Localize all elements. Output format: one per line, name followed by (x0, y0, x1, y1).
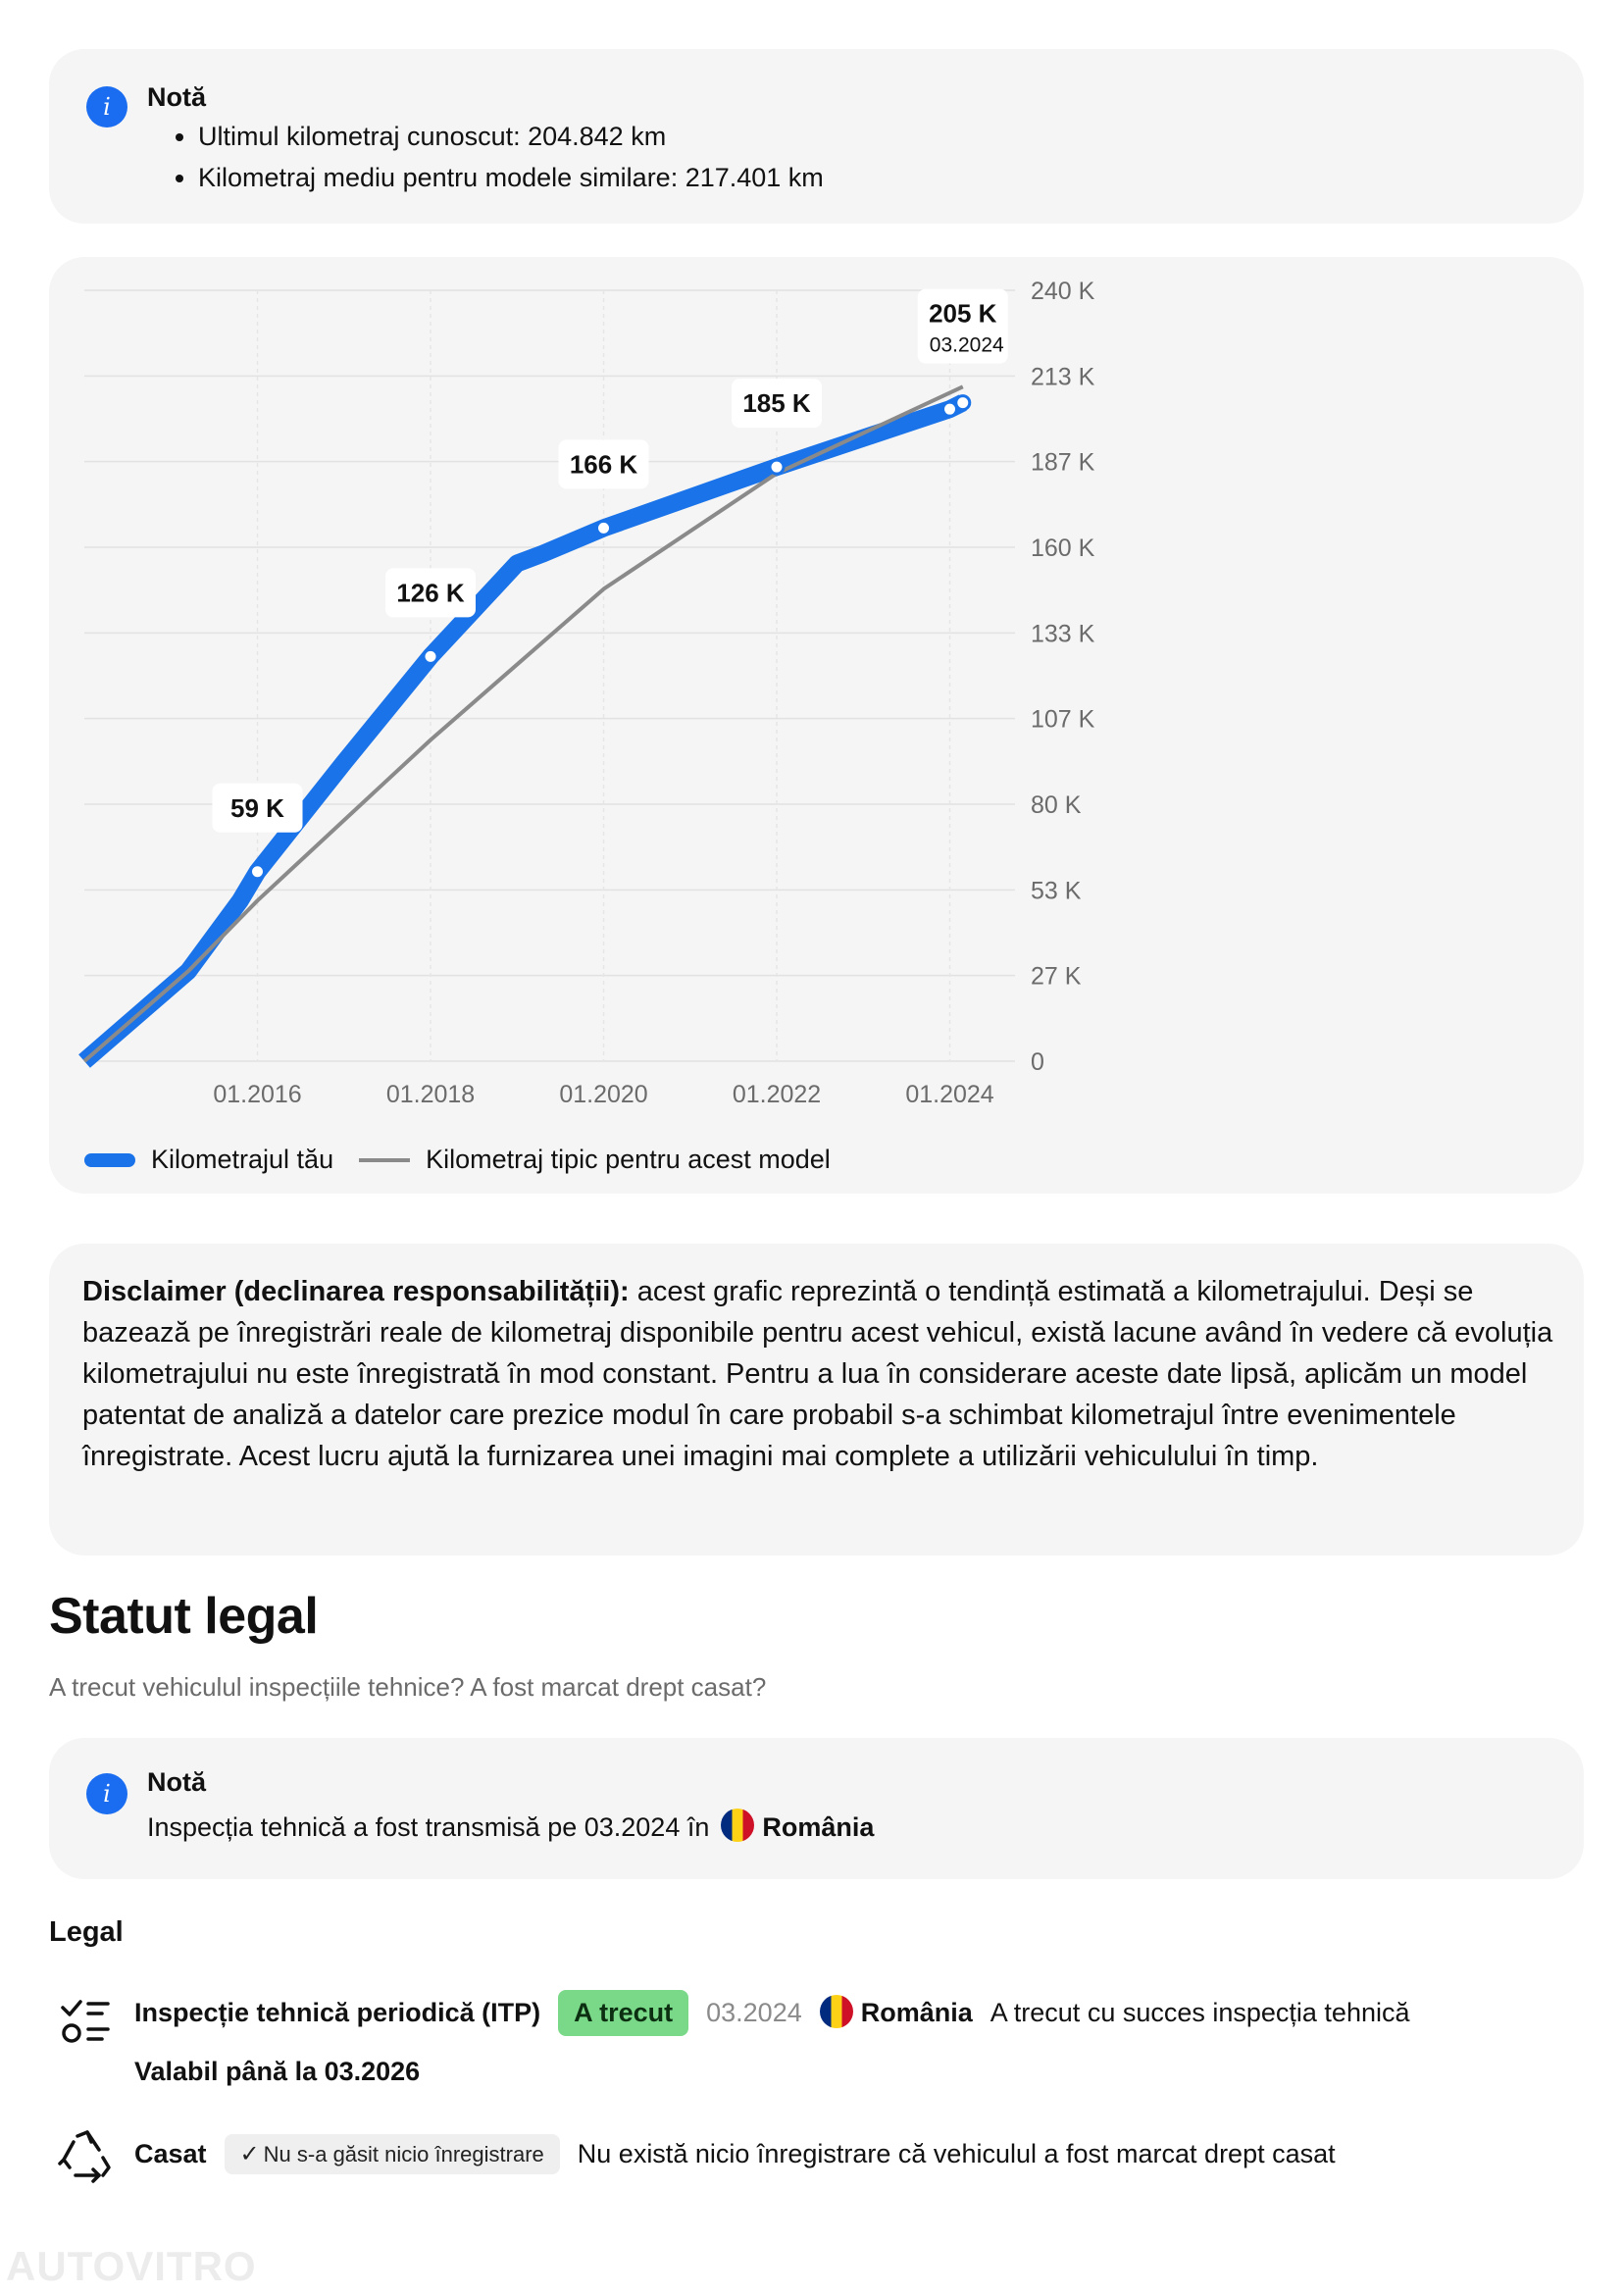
itp-description: A trecut cu succes inspecția tehnică (990, 1998, 1410, 2027)
mileage-chart (49, 257, 1584, 1194)
y-tick-label: 187 K (1031, 448, 1095, 477)
data-label: 59 K (230, 792, 284, 823)
x-tick-label: 01.2016 (213, 1081, 302, 1108)
y-tick-label: 80 K (1031, 791, 1082, 819)
romania-flag-icon (820, 1995, 853, 2028)
y-tick-label: 160 K (1031, 535, 1095, 562)
watermark-logo: AUTOVITRO (6, 2243, 257, 2289)
romania-flag-icon (721, 1809, 754, 1842)
disclaimer-body: acest grafic reprezintă o tendință estimată a kilometrajului. Deși se bazează pe înregistrări reale de kilometraj disponibile pentru acest vehicul, există lacune având în vedere că evoluția kilometrajului nu este înregistrată în mod constant. Pentru a lua în considerare aceste date lipsă, aplicăm un model patentat de analiză a datelor care prezice modul în care probabil s-a schimbat kilometrajul între evenimentele înregistrate. Acest lucru ajută la furnizarea unei imagini mai complete a utilizării vehiculului în timp. (82, 1276, 1553, 1472)
itp-row (134, 1990, 1410, 2036)
x-tick-label: 01.2024 (905, 1081, 994, 1108)
y-tick-label: 53 K (1031, 877, 1082, 905)
data-label: 185 K (742, 388, 811, 419)
note-list (165, 116, 1473, 198)
data-point (251, 865, 265, 879)
y-tick-label: 133 K (1031, 620, 1095, 648)
chart-legend (84, 1145, 831, 1175)
data-point (770, 460, 784, 474)
data-sublabel: 03.2024 (929, 333, 1004, 357)
y-tick-label: 107 K (1031, 705, 1095, 734)
legend-label-your-mileage: Kilometrajul tău (151, 1145, 334, 1174)
legal-note-card (49, 1738, 1584, 1879)
checklist-icon (59, 1994, 114, 2049)
y-tick-label: 27 K (1031, 962, 1082, 991)
mileage-note-card (49, 49, 1584, 224)
casat-description: Nu există nicio înregistrare că vehiculul a fost marcat drept casat (577, 2139, 1336, 2168)
data-point (956, 396, 970, 410)
legend-label-typical-mileage: Kilometraj tipic pentru acest model (426, 1145, 831, 1174)
casat-status-badge (225, 2134, 560, 2174)
legal-note-text-row (147, 1810, 874, 1844)
check-icon: ✓ (239, 2141, 260, 2167)
disclaimer-bold: Disclaimer (declinarea responsabilității): (82, 1276, 630, 1307)
info-icon: i (86, 1773, 127, 1814)
disclaimer-text (82, 1271, 1553, 1477)
data-label: 166 K (569, 449, 638, 480)
section-title: Statut legal (49, 1588, 319, 1645)
x-tick-label: 01.2018 (385, 1081, 476, 1108)
recycle-icon (56, 2128, 115, 2187)
x-tick-label: 01.2020 (559, 1081, 648, 1108)
y-tick-label: 213 K (1031, 363, 1095, 391)
note-title: Notă (147, 82, 206, 112)
legend-swatch-typical-mileage (359, 1158, 410, 1162)
info-icon: i (86, 86, 127, 127)
x-tick-label: 01.2022 (732, 1081, 822, 1108)
data-point (424, 649, 437, 663)
itp-valid: Valabil până la 03.2026 (134, 2057, 421, 2086)
legal-note-title: Notă (147, 1767, 206, 1797)
legal-note-text: Inspecția tehnică a fost transmisă pe 03.2024 în (147, 1811, 710, 1842)
legend-swatch-your-mileage (84, 1153, 135, 1167)
average-mileage: • Kilometraj mediu pentru modele similare: 217.401 km (198, 157, 1473, 198)
casat-badge-text: Nu s-a găsit nicio înregistrare (263, 2142, 544, 2167)
data-label: 205 K (929, 298, 997, 329)
last-known-mileage: • Ultimul kilometraj cunoscut: 204.842 km (198, 116, 1473, 157)
itp-status-badge: A trecut (558, 1990, 688, 2036)
section-subtitle: A trecut vehiculul inspecțiile tehnice? A fost marcat drept casat? (49, 1672, 767, 1702)
typical-mileage-line (84, 386, 963, 1061)
casat-label: Casat (134, 2139, 207, 2168)
data-label: 126 K (396, 578, 465, 608)
legal-heading: Legal (49, 1916, 124, 1948)
disclaimer-card (49, 1244, 1584, 1555)
itp-label: Inspecție tehnică periodică (ITP) (134, 1998, 541, 2027)
legal-note-country: România (762, 1811, 875, 1842)
y-tick-label: 0 (1031, 1048, 1044, 1076)
itp-country: România (860, 1998, 973, 2027)
itp-valid-row (134, 2057, 420, 2087)
data-point (597, 521, 611, 535)
itp-date: 03.2024 (706, 1998, 802, 2027)
y-tick-label: 240 K (1031, 278, 1095, 305)
casat-row (134, 2134, 1336, 2174)
mileage-chart-card (49, 257, 1584, 1194)
your-mileage-line (84, 403, 963, 1061)
